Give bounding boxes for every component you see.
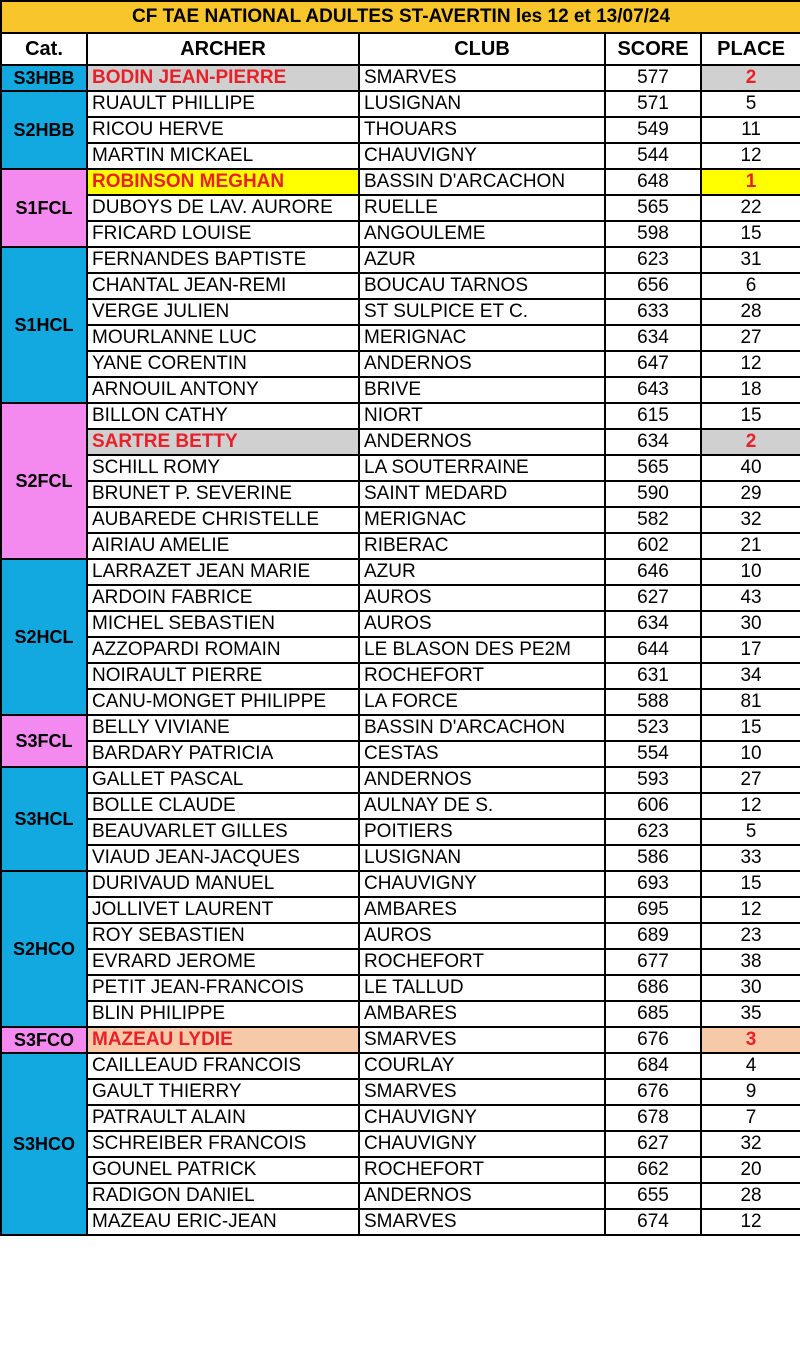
place-cell: 12 <box>701 793 800 819</box>
club-cell: MERIGNAC <box>359 507 605 533</box>
archer-cell: EVRARD JEROME <box>87 949 359 975</box>
table-row <box>1 1079 800 1105</box>
place-cell: 7 <box>701 1105 800 1131</box>
place-cell-medal: 3 <box>701 1027 800 1053</box>
score-cell: 598 <box>605 221 701 247</box>
score-cell: 615 <box>605 403 701 429</box>
archer-cell: CAILLEAUD FRANCOIS <box>87 1053 359 1079</box>
table-row <box>1 663 800 689</box>
club-cell: SAINT MEDARD <box>359 481 605 507</box>
place-cell: 30 <box>701 611 800 637</box>
archer-cell: BARDARY PATRICIA <box>87 741 359 767</box>
category-cell: S3FCO <box>1 1027 87 1053</box>
place-cell: 10 <box>701 741 800 767</box>
place-cell: 12 <box>701 143 800 169</box>
score-cell: 593 <box>605 767 701 793</box>
results-body <box>1 65 800 1235</box>
score-cell: 656 <box>605 273 701 299</box>
place-cell: 28 <box>701 299 800 325</box>
place-cell: 43 <box>701 585 800 611</box>
table-row <box>1 897 800 923</box>
archer-cell: FERNANDES BAPTISTE <box>87 247 359 273</box>
archer-cell-medal: MAZEAU LYDIE <box>87 1027 359 1053</box>
club-cell: LE TALLUD <box>359 975 605 1001</box>
club-cell: ROCHEFORT <box>359 949 605 975</box>
club-cell: BASSIN D'ARCACHON <box>359 715 605 741</box>
header-archer: ARCHER <box>87 33 359 65</box>
club-cell: LE BLASON DES PE2M <box>359 637 605 663</box>
place-cell: 12 <box>701 897 800 923</box>
club-cell: LA FORCE <box>359 689 605 715</box>
archer-cell-medal: ROBINSON MEGHAN <box>87 169 359 195</box>
place-cell: 32 <box>701 507 800 533</box>
table-row <box>1 403 800 429</box>
table-row <box>1 247 800 273</box>
score-cell: 590 <box>605 481 701 507</box>
archer-cell: MARTIN MICKAEL <box>87 143 359 169</box>
table-row <box>1 429 800 455</box>
place-cell: 32 <box>701 1131 800 1157</box>
table-row <box>1 195 800 221</box>
category-cell: S3FCL <box>1 715 87 767</box>
club-cell: AMBARES <box>359 897 605 923</box>
club-cell: ST SULPICE ET C. <box>359 299 605 325</box>
archer-cell: ROY SEBASTIEN <box>87 923 359 949</box>
category-cell: S2HCO <box>1 871 87 1027</box>
score-cell: 602 <box>605 533 701 559</box>
club-cell: RUELLE <box>359 195 605 221</box>
table-row <box>1 975 800 1001</box>
place-cell: 22 <box>701 195 800 221</box>
club-cell: ANGOULEME <box>359 221 605 247</box>
club-cell: AMBARES <box>359 1001 605 1027</box>
place-cell: 35 <box>701 1001 800 1027</box>
place-cell: 10 <box>701 559 800 585</box>
score-cell: 646 <box>605 559 701 585</box>
club-cell: ROCHEFORT <box>359 663 605 689</box>
archer-cell: SCHILL ROMY <box>87 455 359 481</box>
archer-cell: FRICARD LOUISE <box>87 221 359 247</box>
score-cell: 627 <box>605 1131 701 1157</box>
place-cell: 29 <box>701 481 800 507</box>
score-cell: 634 <box>605 611 701 637</box>
archer-cell: BEAUVARLET GILLES <box>87 819 359 845</box>
club-cell: CESTAS <box>359 741 605 767</box>
table-row <box>1 299 800 325</box>
table-row <box>1 585 800 611</box>
club-cell: SMARVES <box>359 1079 605 1105</box>
score-cell: 655 <box>605 1183 701 1209</box>
place-cell: 20 <box>701 1157 800 1183</box>
category-cell: S2HBB <box>1 91 87 169</box>
header-place: PLACE <box>701 33 800 65</box>
score-cell: 695 <box>605 897 701 923</box>
club-cell: BRIVE <box>359 377 605 403</box>
table-row <box>1 923 800 949</box>
place-cell: 15 <box>701 403 800 429</box>
club-cell: CHAUVIGNY <box>359 143 605 169</box>
place-cell: 5 <box>701 819 800 845</box>
table-row <box>1 1209 800 1235</box>
place-cell: 12 <box>701 1209 800 1235</box>
club-cell: CHAUVIGNY <box>359 1105 605 1131</box>
archer-cell: LARRAZET JEAN MARIE <box>87 559 359 585</box>
club-cell: AZUR <box>359 247 605 273</box>
club-cell: NIORT <box>359 403 605 429</box>
club-cell: POITIERS <box>359 819 605 845</box>
page-title: CF TAE NATIONAL ADULTES ST-AVERTIN les 12 et 13/07/24 <box>1 1 800 33</box>
place-cell: 4 <box>701 1053 800 1079</box>
score-cell: 644 <box>605 637 701 663</box>
archer-cell: RUAULT PHILLIPE <box>87 91 359 117</box>
score-cell: 678 <box>605 1105 701 1131</box>
club-cell: ANDERNOS <box>359 767 605 793</box>
place-cell: 38 <box>701 949 800 975</box>
place-cell: 11 <box>701 117 800 143</box>
place-cell: 15 <box>701 715 800 741</box>
archer-cell: ARNOUIL ANTONY <box>87 377 359 403</box>
table-row <box>1 793 800 819</box>
score-cell: 623 <box>605 819 701 845</box>
score-cell: 676 <box>605 1027 701 1053</box>
archer-cell: RADIGON DANIEL <box>87 1183 359 1209</box>
table-row <box>1 767 800 793</box>
club-cell: BASSIN D'ARCACHON <box>359 169 605 195</box>
table-row <box>1 351 800 377</box>
table-row <box>1 273 800 299</box>
place-cell: 40 <box>701 455 800 481</box>
score-cell: 577 <box>605 65 701 91</box>
archer-cell: BILLON CATHY <box>87 403 359 429</box>
archer-cell: GAULT THIERRY <box>87 1079 359 1105</box>
place-cell: 27 <box>701 767 800 793</box>
score-cell: 544 <box>605 143 701 169</box>
score-cell: 571 <box>605 91 701 117</box>
archer-cell: ARDOIN FABRICE <box>87 585 359 611</box>
archer-cell: YANE CORENTIN <box>87 351 359 377</box>
archer-cell: CANU-MONGET PHILIPPE <box>87 689 359 715</box>
archer-cell: VIAUD JEAN-JACQUES <box>87 845 359 871</box>
archer-cell: BOLLE CLAUDE <box>87 793 359 819</box>
table-row <box>1 611 800 637</box>
table-row <box>1 819 800 845</box>
score-cell: 588 <box>605 689 701 715</box>
archer-cell: DURIVAUD MANUEL <box>87 871 359 897</box>
place-cell: 6 <box>701 273 800 299</box>
category-cell: S3HCO <box>1 1053 87 1235</box>
table-row <box>1 689 800 715</box>
place-cell: 5 <box>701 91 800 117</box>
score-cell: 685 <box>605 1001 701 1027</box>
club-cell: RIBERAC <box>359 533 605 559</box>
archer-cell: AUBAREDE CHRISTELLE <box>87 507 359 533</box>
archer-cell: GALLET PASCAL <box>87 767 359 793</box>
score-cell: 674 <box>605 1209 701 1235</box>
category-cell: S2HCL <box>1 559 87 715</box>
place-cell: 34 <box>701 663 800 689</box>
place-cell: 15 <box>701 871 800 897</box>
club-cell: COURLAY <box>359 1053 605 1079</box>
score-cell: 684 <box>605 1053 701 1079</box>
table-row <box>1 221 800 247</box>
table-row <box>1 1027 800 1053</box>
table-row <box>1 1053 800 1079</box>
archer-cell: MICHEL SEBASTIEN <box>87 611 359 637</box>
table-row <box>1 715 800 741</box>
archer-cell: BRUNET P. SEVERINE <box>87 481 359 507</box>
score-cell: 662 <box>605 1157 701 1183</box>
archer-cell: AZZOPARDI ROMAIN <box>87 637 359 663</box>
score-cell: 565 <box>605 195 701 221</box>
club-cell: ANDERNOS <box>359 1183 605 1209</box>
table-row <box>1 143 800 169</box>
archer-cell: MAZEAU ERIC-JEAN <box>87 1209 359 1235</box>
club-cell: AUROS <box>359 585 605 611</box>
table-row <box>1 845 800 871</box>
club-cell: THOUARS <box>359 117 605 143</box>
place-cell: 31 <box>701 247 800 273</box>
table-row <box>1 871 800 897</box>
place-cell-medal: 1 <box>701 169 800 195</box>
table-row <box>1 325 800 351</box>
table-row <box>1 1183 800 1209</box>
header-row <box>1 33 800 65</box>
place-cell: 81 <box>701 689 800 715</box>
place-cell: 21 <box>701 533 800 559</box>
club-cell: SMARVES <box>359 1209 605 1235</box>
category-cell: S3HCL <box>1 767 87 871</box>
archer-cell: RICOU HERVE <box>87 117 359 143</box>
place-cell: 9 <box>701 1079 800 1105</box>
archer-cell: GOUNEL PATRICK <box>87 1157 359 1183</box>
place-cell-medal: 2 <box>701 65 800 91</box>
archer-cell: VERGE JULIEN <box>87 299 359 325</box>
table-row <box>1 741 800 767</box>
score-cell: 565 <box>605 455 701 481</box>
category-cell: S2FCL <box>1 403 87 559</box>
place-cell: 27 <box>701 325 800 351</box>
table-row <box>1 377 800 403</box>
club-cell: ANDERNOS <box>359 351 605 377</box>
table-row <box>1 169 800 195</box>
score-cell: 676 <box>605 1079 701 1105</box>
table-row <box>1 559 800 585</box>
table-row <box>1 533 800 559</box>
archer-cell: JOLLIVET LAURENT <box>87 897 359 923</box>
club-cell: ANDERNOS <box>359 429 605 455</box>
archer-cell-medal: BODIN JEAN-PIERRE <box>87 65 359 91</box>
category-cell: S1FCL <box>1 169 87 247</box>
archer-cell: PETIT JEAN-FRANCOIS <box>87 975 359 1001</box>
place-cell: 33 <box>701 845 800 871</box>
category-cell: S3HBB <box>1 65 87 91</box>
club-cell: SMARVES <box>359 1027 605 1053</box>
score-cell: 549 <box>605 117 701 143</box>
club-cell: ROCHEFORT <box>359 1157 605 1183</box>
place-cell: 17 <box>701 637 800 663</box>
archer-cell: NOIRAULT PIERRE <box>87 663 359 689</box>
table-row <box>1 507 800 533</box>
club-cell: LA SOUTERRAINE <box>359 455 605 481</box>
score-cell: 643 <box>605 377 701 403</box>
score-cell: 693 <box>605 871 701 897</box>
club-cell: SMARVES <box>359 65 605 91</box>
archer-cell: SCHREIBER FRANCOIS <box>87 1131 359 1157</box>
score-cell: 677 <box>605 949 701 975</box>
header-club: CLUB <box>359 33 605 65</box>
table-row <box>1 91 800 117</box>
score-cell: 633 <box>605 299 701 325</box>
place-cell: 18 <box>701 377 800 403</box>
category-cell: S1HCL <box>1 247 87 403</box>
header-score: SCORE <box>605 33 701 65</box>
table-row <box>1 1001 800 1027</box>
club-cell: CHAUVIGNY <box>359 871 605 897</box>
score-cell: 689 <box>605 923 701 949</box>
archer-cell-medal: SARTRE BETTY <box>87 429 359 455</box>
score-cell: 554 <box>605 741 701 767</box>
score-cell: 627 <box>605 585 701 611</box>
table-row <box>1 637 800 663</box>
score-cell: 582 <box>605 507 701 533</box>
archer-cell: BLIN PHILIPPE <box>87 1001 359 1027</box>
place-cell-medal: 2 <box>701 429 800 455</box>
club-cell: AUROS <box>359 923 605 949</box>
table-row <box>1 1131 800 1157</box>
table-row <box>1 481 800 507</box>
score-cell: 634 <box>605 325 701 351</box>
club-cell: LUSIGNAN <box>359 91 605 117</box>
archer-cell: PATRAULT ALAIN <box>87 1105 359 1131</box>
place-cell: 30 <box>701 975 800 1001</box>
score-cell: 523 <box>605 715 701 741</box>
score-cell: 647 <box>605 351 701 377</box>
table-row <box>1 949 800 975</box>
score-cell: 634 <box>605 429 701 455</box>
place-cell: 15 <box>701 221 800 247</box>
club-cell: AZUR <box>359 559 605 585</box>
archer-cell: AIRIAU AMELIE <box>87 533 359 559</box>
archer-cell: MOURLANNE LUC <box>87 325 359 351</box>
score-cell: 648 <box>605 169 701 195</box>
table-row <box>1 1157 800 1183</box>
club-cell: CHAUVIGNY <box>359 1131 605 1157</box>
table-row <box>1 1105 800 1131</box>
score-cell: 686 <box>605 975 701 1001</box>
table-row <box>1 65 800 91</box>
table-row <box>1 117 800 143</box>
table-row <box>1 455 800 481</box>
header-cat: Cat. <box>1 33 87 65</box>
archer-cell: BELLY VIVIANE <box>87 715 359 741</box>
archer-cell: CHANTAL JEAN-REMI <box>87 273 359 299</box>
club-cell: BOUCAU TARNOS <box>359 273 605 299</box>
archer-cell: DUBOYS DE LAV. AURORE <box>87 195 359 221</box>
club-cell: AUROS <box>359 611 605 637</box>
place-cell: 23 <box>701 923 800 949</box>
score-cell: 606 <box>605 793 701 819</box>
title-row <box>1 1 800 33</box>
score-cell: 623 <box>605 247 701 273</box>
place-cell: 12 <box>701 351 800 377</box>
club-cell: MERIGNAC <box>359 325 605 351</box>
score-cell: 631 <box>605 663 701 689</box>
place-cell: 28 <box>701 1183 800 1209</box>
club-cell: LUSIGNAN <box>359 845 605 871</box>
club-cell: AULNAY DE S. <box>359 793 605 819</box>
score-cell: 586 <box>605 845 701 871</box>
